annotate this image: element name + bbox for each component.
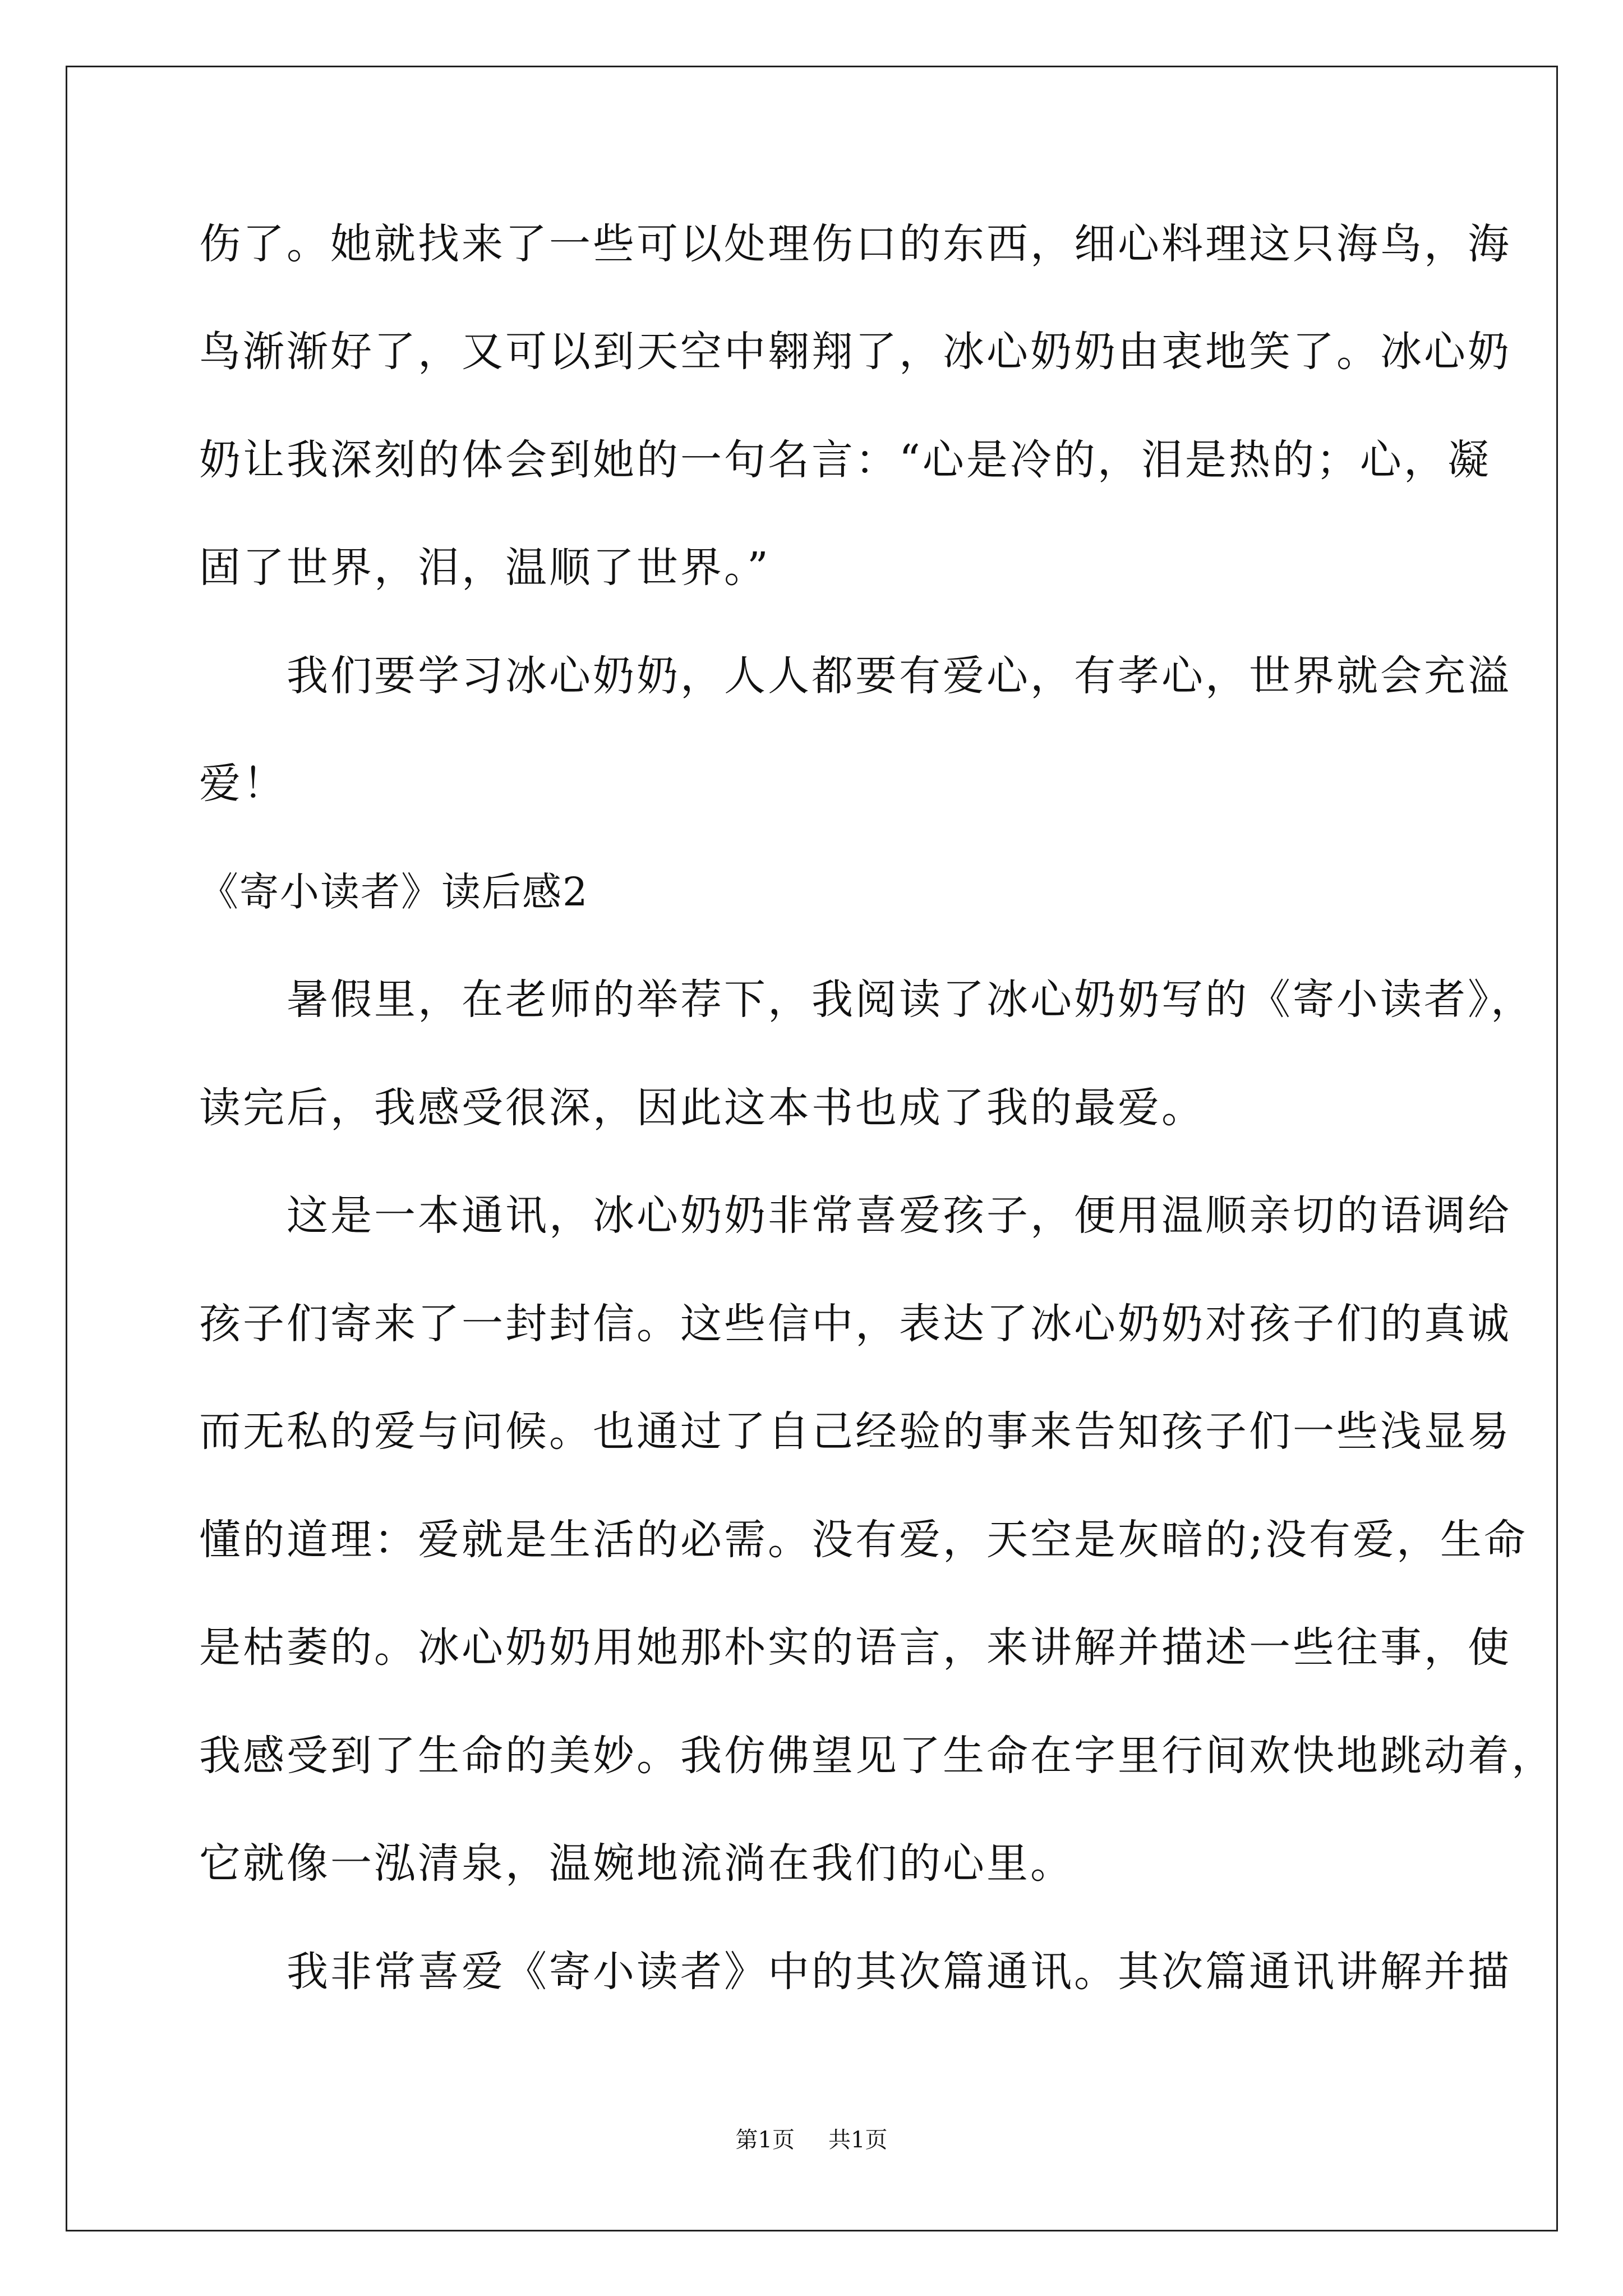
text-line: 伤了。她就找来了一些可以处理伤口的东西，细心料理这只海鸟，海 xyxy=(199,220,1511,268)
text-line: 奶让我深刻的体会到她的一句名言：“心是冷的，泪是热的；心，凝 xyxy=(199,436,1491,484)
text-line: 我感受到了生命的美妙。我仿佛望见了生命在字里行间欢快地跳动着， xyxy=(199,1732,1555,1780)
text-line: 而无私的爱与问候。也通过了自己经验的事来告知孩子们一些浅显易 xyxy=(199,1407,1511,1456)
paragraph-start: 这是一本通讯，冰心奶奶非常喜爱孩子，便用温顺亲切的语调给 xyxy=(199,1191,1511,1240)
page-total: 共1页 xyxy=(828,2127,888,2153)
paragraph-start: 暑假里，在老师的举荐下，我阅读了冰心奶奶写的《寄小读者》， xyxy=(199,976,1534,1024)
text-line: 是枯萎的。冰心奶奶用她那朴实的语言，来讲解并描述一些往事，使 xyxy=(199,1623,1511,1672)
text-line: 固了世界，泪，温顺了世界。” xyxy=(199,544,771,592)
text-line: 懂的道理：爱就是生活的必需。没有爱，天空是灰暗的;没有爱，生命 xyxy=(199,1516,1528,1564)
page-number: 第1页 xyxy=(735,2127,795,2153)
paragraph-start: 我非常喜爱《寄小读者》中的其次篇通讯。其次篇通讯讲解并描 xyxy=(199,1948,1511,1996)
page-border xyxy=(66,66,1558,2231)
section-heading: 《寄小读者》读后感2 xyxy=(199,869,589,915)
text-line: 孩子们寄来了一封封信。这些信中，表达了冰心奶奶对孩子们的真诚 xyxy=(199,1300,1511,1348)
paragraph-start: 我们要学习冰心奶奶，人人都要有爱心，有孝心，世界就会充溢 xyxy=(199,652,1511,700)
text-line: 读完后，我感受很深，因此这本书也成了我的最爱。 xyxy=(199,1084,1205,1132)
text-line: 它就像一泓清泉，温婉地流淌在我们的心里。 xyxy=(199,1839,1074,1888)
text-line: 鸟渐渐好了，又可以到天空中翱翔了，冰心奶奶由衷地笑了。冰心奶 xyxy=(199,328,1511,376)
text-line: 爱！ xyxy=(199,760,287,808)
page-footer xyxy=(0,2123,1623,2157)
